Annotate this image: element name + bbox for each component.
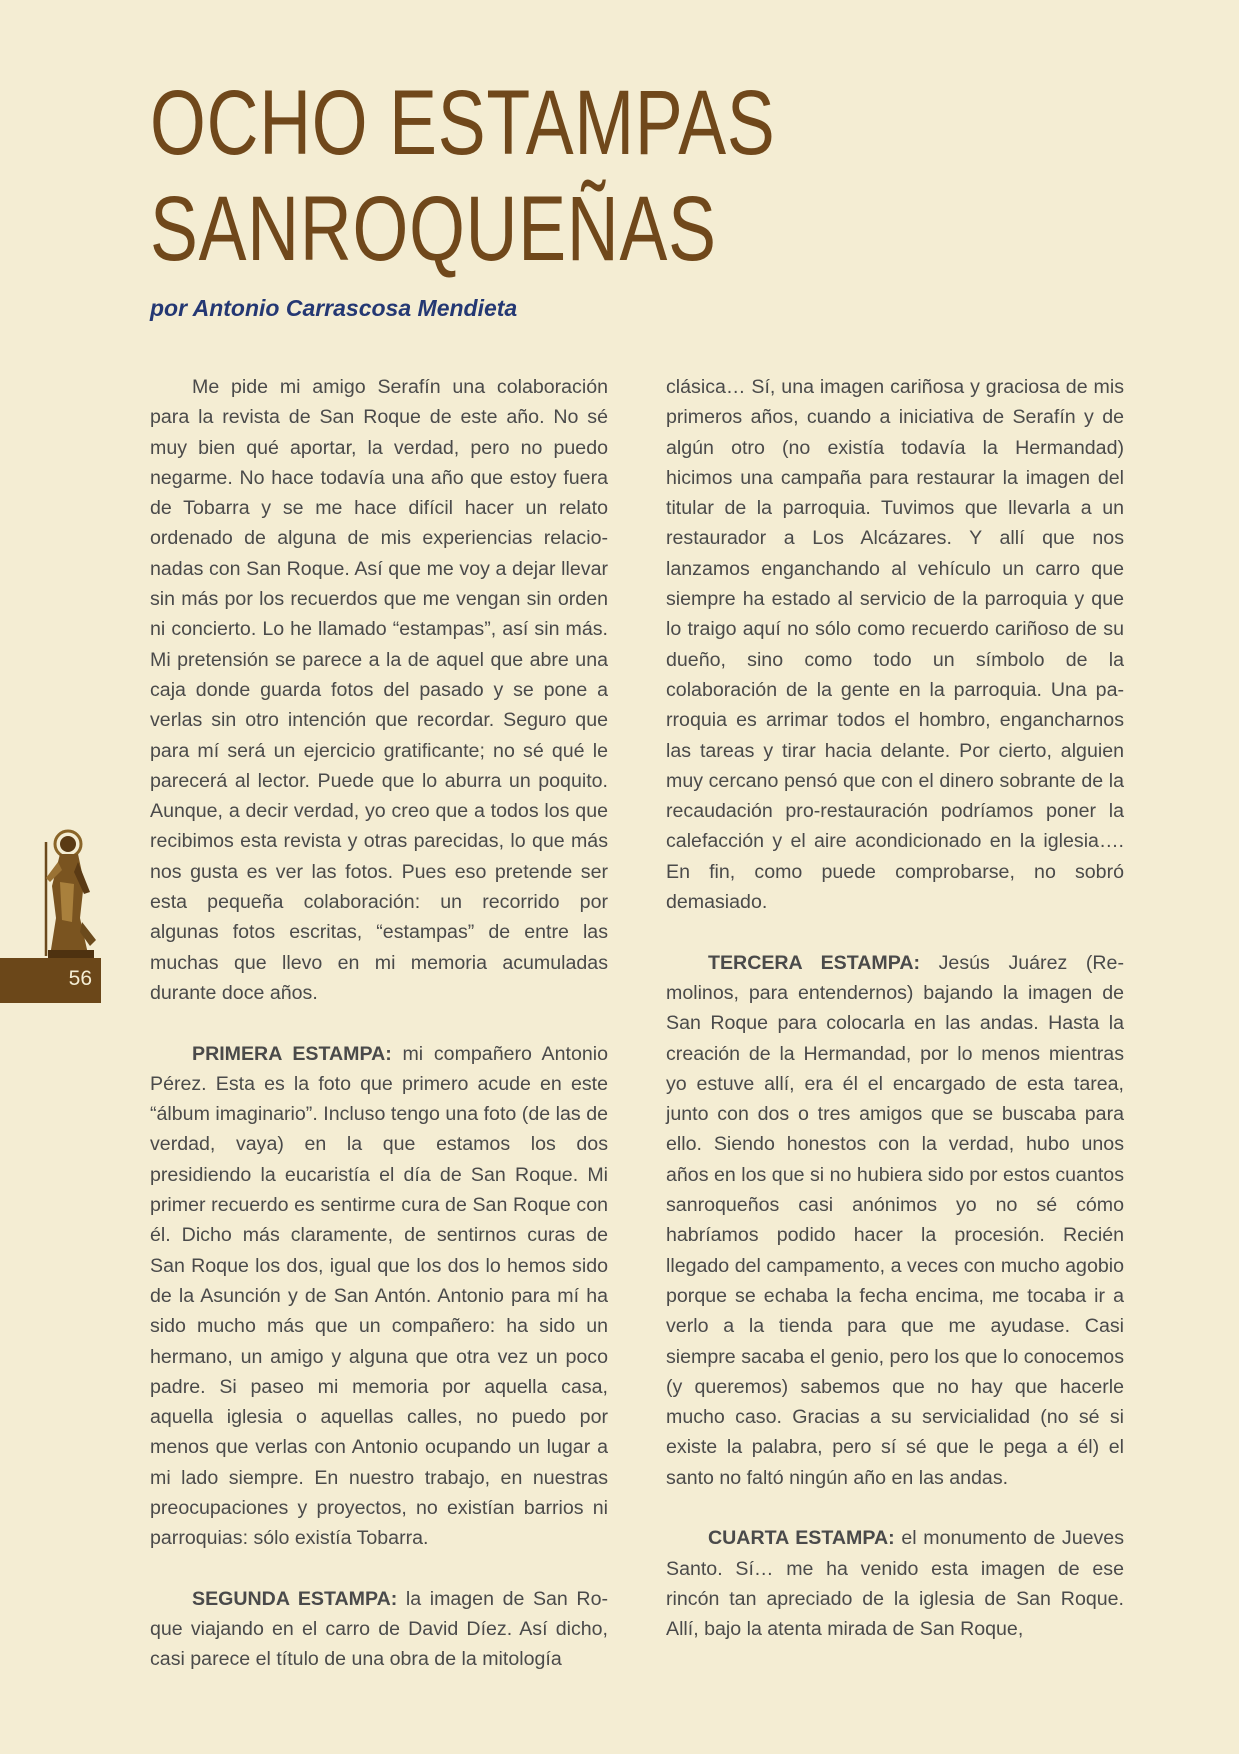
page-number: 56 xyxy=(68,967,92,990)
segunda-estampa-continuation: clásica… Sí, una imagen cariñosa y graciosa de mis primeros años, cuando a iniciativa de Serafín y de algún otro (no existía todavía la Hermandad) hicimos una campaña para restaurar la imagen del titular de la parroquia. Tuvimos que llevarla a un restaurador a Los Alcázares. Y allí que nos lanzamos enganchando al vehículo un carro que siempre ha estado al servicio de la parroquia y que lo traigo aquí no sólo como recuerdo cariñoso de su dueño, sino como todo un símbolo de la colaboración de la gente en la parroquia. Una parroquia es arrimar todos el hombro, engancharnos las tareas y tirar hacia delante. Por cierto, alguien muy cercano pensó que con el dinero sobrante de la recaudación pro-restauración podríamos poner la calefacción y el aire acondicionado en la iglesia…. En fin, como puede comprobarse, no sobró demasiado. xyxy=(666,376,1124,914)
right-text-column xyxy=(666,372,1124,1644)
segunda-estampa-paragraph xyxy=(150,1584,608,1675)
tercera-estampa-paragraph xyxy=(666,948,1124,1493)
segunda-estampa-text: la imagen de San Roque viajando en el carro de David Díez. Así dicho, casi parece el título de una obra de la mitología xyxy=(150,1587,609,1671)
cuarta-estampa-heading: CUARTA ESTAMPA: xyxy=(708,1527,895,1550)
tercera-estampa-heading: TERCERA ESTAMPA: xyxy=(708,951,921,974)
article-title-line-2: SANROQUEÑAS xyxy=(150,178,717,280)
primera-estampa-text: mi compañero Antonio Pérez. Esta es la foto que primero acude en este “álbum imaginario”. Incluso tengo una foto (de las de verdad, vaya) en la que estamos los dos presidiendo la eucaristía el día de San Roque. Mi primer recuerdo es sentirme cura de San Roque con él. Dicho más claramente, de sentirnos curas de San Roque los dos, igual que los dos lo hemos sido de la Asunción y de San Antón. Antonio para mí ha sido mucho más que un compañero: ha sido un hermano, un amigo y alguna que otra vez un poco padre. Si paseo mi memoria por aquella casa, aquella iglesia o aquellas calles, no puedo por menos que verlas con Antonio ocupando un lugar a mi lado siempre. En nuestro trabajo, en nuestras preocupaciones y proyectos, no existían barrios ni parroquias: sólo existía Tobarra. xyxy=(150,1042,609,1550)
intro-paragraph: Me pide mi amigo Serafín una colaboración para la revista de San Roque de este año. No sé muy bien qué aportar, la verdad, pero no puedo negarme. No hace todavía una año que estoy fuera de Tobarra y se me hace difícil hacer un relato ordenado de alguna de mis experiencias relacionadas con San Roque. Así que me voy a dejar llevar sin más por los recuerdos que me vengan sin orden ni concierto. Lo he llamado “estampas”, así sin más. Mi pretensión se parece a la de aquel que abre una caja donde guarda fotos del pasado y se pone a verlas sin otro intención que recordar. Seguro que para mí será un ejercicio gratificante; no sé qué le parecerá al lector. Puede que lo aburra un poquito. Aunque, a decir verdad, yo creo que a todos los que recibimos esta revista y otras parecidas, lo que más nos gusta es ver las fotos. Pues eso pretende ser esta pequeña colaboración: un recorrido por algunas fotos escritas, “estampas” de entre las muchas que llevo en mi memoria acumuladas durante doce años. xyxy=(150,376,608,1004)
article-title-line-1: OCHO ESTAMPAS xyxy=(150,72,776,174)
article-title xyxy=(150,70,775,282)
author-byline: por Antonio Carrascosa Mendieta xyxy=(150,295,518,321)
primera-estampa-paragraph xyxy=(150,1039,608,1554)
san-roque-statue-icon xyxy=(34,822,104,960)
segunda-estampa-heading: SEGUNDA ESTAMPA: xyxy=(192,1587,398,1610)
primera-estampa-heading: PRIMERA ESTAMPA: xyxy=(192,1042,392,1065)
cuarta-estampa-paragraph xyxy=(666,1523,1124,1644)
left-text-column xyxy=(150,372,608,1675)
cuarta-estampa-text: el monumento de Jueves Santo. Sí… me ha venido esta imagen de ese rincón tan apreciado de la iglesia de San Roque. Allí, bajo la atenta mirada de San Roque, xyxy=(666,1527,1124,1641)
tercera-estampa-text: Jesús Juárez (Remolinos, para entendernos) bajando la imagen de San Roque para colocarla en las andas. Hasta la creación de la Hermandad, por lo menos mientras yo estuve allí, era él el encargado de esta tarea, junto con dos o tres amigos que se buscaba para ello. Siendo honestos con la verdad, hubo unos años en los que si no hubiera sido por estos cuantos sanroqueños casi anónimos yo no sé cómo habríamos podido hacer la procesión. Recién llegado del campamento, a veces con mucho agobio porque se echaba la fecha encima, me tocaba ir a verlo a la tienda para que me ayudase. Casi siempre sacaba el genio, pero los que lo conocemos (y queremos) sabemos que no hay que hacerle mucho caso. Gracias a su servicialidad (no sé si existe la palabra, pero sí sé que le pega a él) el santo no faltó ningún año en las andas. xyxy=(666,951,1124,1489)
page-number-tab xyxy=(0,958,101,1003)
